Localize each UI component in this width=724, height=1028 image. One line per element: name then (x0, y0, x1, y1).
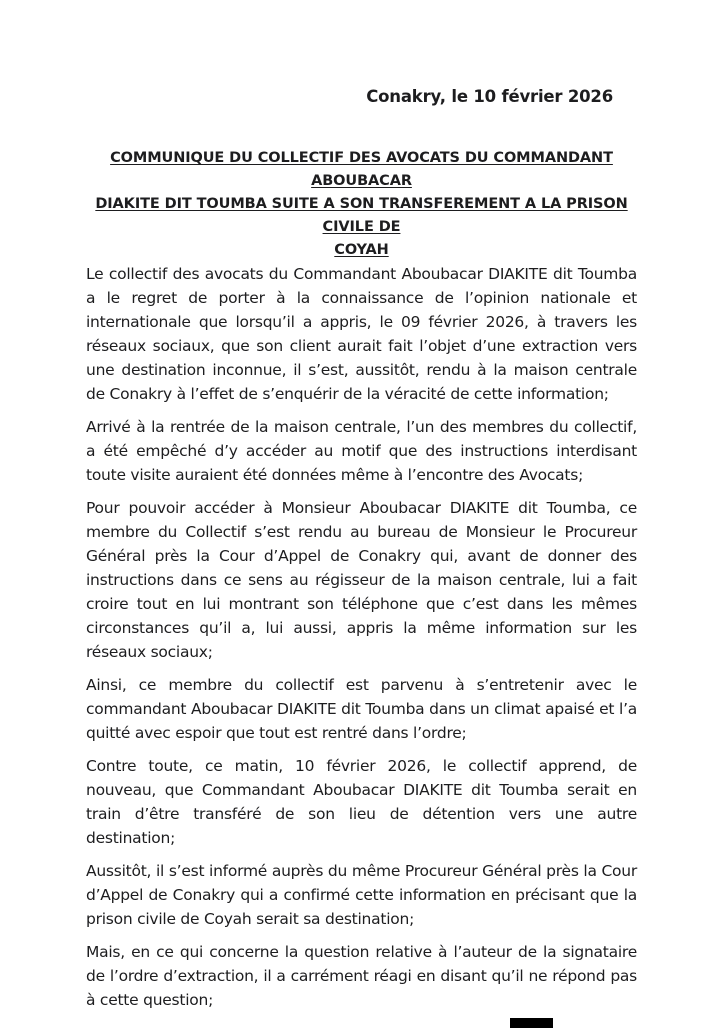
title-line-3: COYAH (334, 242, 389, 258)
body-paragraph-7: Mais, en ce qui concerne la question relative à l’auteur de la signataire de l’ordre d’extraction, il a carrément réagi en disant qu’il ne répond pas à cette question; (86, 943, 637, 1009)
body-paragraph-5: Contre toute, ce matin, 10 février 2026, le collectif apprend, de nouveau, que Commandant Aboubacar DIAKITE dit Toumba serait en train d’être transféré de son lieu de détention vers une autre destination; (86, 757, 637, 847)
body-paragraph-1: Le collectif des avocats du Commandant Aboubacar DIAKITE dit Toumba a le regret de porter à la connaissance de l’opinion nationale et internationale que lorsqu’il a appris, le 09 février 2026, à travers les réseaux sociaux, que son client aurait fait l’objet d’une extraction vers une destination inconnue, il s’est, aussitôt, rendu à la maison centrale de Conakry à l’effet de s’enquérir de la véracité de cette information; (86, 265, 637, 403)
document-body (86, 262, 637, 1012)
body-paragraph-2: Arrivé à la rentrée de la maison centrale, l’un des membres du collectif, a été empêché d’y accéder au motif que des instructions interdisant toute visite auraient été données même à l’encontre des Avocats; (86, 418, 637, 484)
title-line-1: COMMUNIQUE DU COLLECTIF DES AVOCATS DU COMMANDANT ABOUBACAR (110, 150, 613, 189)
document-title (86, 147, 637, 262)
date-line: Conakry, le 10 février 2026 (366, 87, 613, 106)
body-paragraph-3: Pour pouvoir accéder à Monsieur Aboubacar DIAKITE dit Toumba, ce membre du Collectif s’est rendu au bureau de Monsieur le Procureur Général près la Cour d’Appel de Conakry qui, avant de donner des instructions dans ce sens au régisseur de la maison centrale, lui a fait croire tout en lui montrant son téléphone que c’est dans les mêmes circonstances qu’il a, lui aussi, appris la même information sur les réseaux sociaux; (86, 499, 637, 661)
body-paragraph-4: Ainsi, ce membre du collectif est parvenu à s’entretenir avec le commandant Aboubacar DIAKITE dit Toumba dans un climat apaisé et l’a quitté avec espoir que tout est rentré dans l’ordre; (86, 676, 637, 742)
bottom-black-mark (510, 1018, 553, 1028)
body-paragraph-6: Aussitôt, il s’est informé auprès du même Procureur Général près la Cour d’Appel de Conakry qui a confirmé cette information en précisant que la prison civile de Coyah serait sa destination; (86, 862, 637, 928)
title-line-2: DIAKITE DIT TOUMBA SUITE A SON TRANSFEREMENT A LA PRISON CIVILE DE (95, 196, 628, 235)
